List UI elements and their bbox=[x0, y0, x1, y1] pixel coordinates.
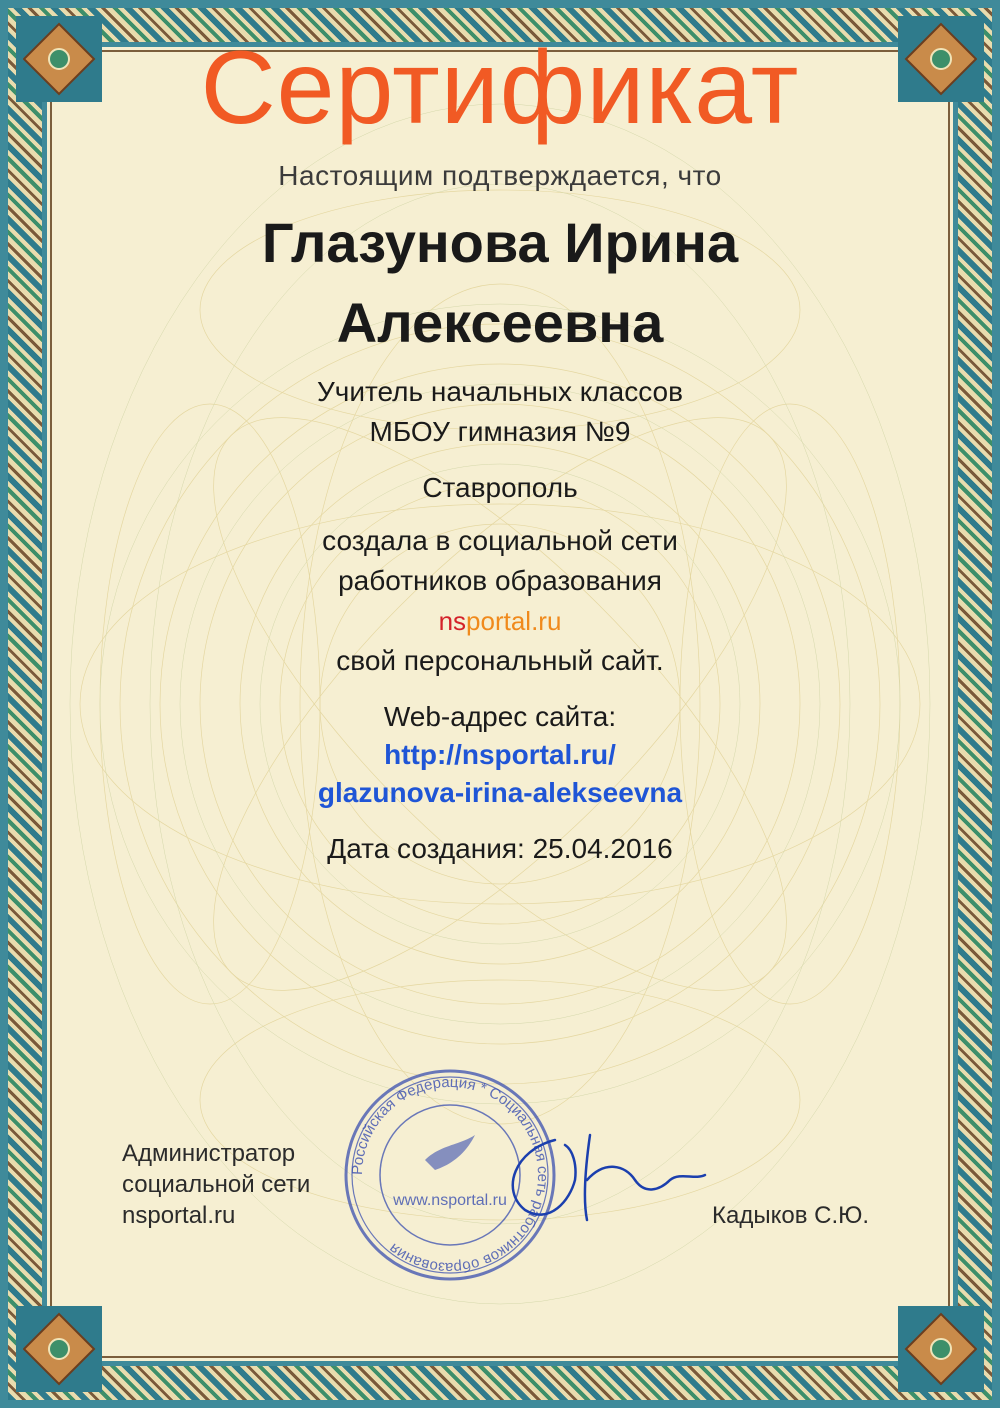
certificate-subtitle: Настоящим подтверждается, что bbox=[278, 160, 722, 191]
signature-icon bbox=[495, 1120, 715, 1230]
admin-line3: nsportal.ru bbox=[122, 1202, 236, 1229]
web-address-label: Web-адрес сайта: bbox=[383, 701, 617, 732]
brand-name bbox=[60, 603, 940, 639]
brand-portal: portal.ru bbox=[466, 606, 562, 636]
recipient-name-line2: Алексеевна bbox=[336, 291, 664, 354]
corner-ornament-icon bbox=[14, 1304, 104, 1394]
site-url-line1[interactable]: http://nsportal.ru/ bbox=[384, 739, 616, 770]
brand-ns: ns bbox=[438, 606, 467, 636]
signer-name: Кадыков С.Ю. bbox=[712, 1202, 870, 1229]
admin-line2: социальной сети bbox=[122, 1171, 311, 1198]
recipient-organization: МБОУ гимназия №9 bbox=[369, 416, 631, 447]
recipient-position: Учитель начальных классов bbox=[317, 376, 683, 407]
stamp-site: www.nsportal.ru bbox=[393, 1192, 507, 1209]
statement-line3: свой персональный сайт. bbox=[336, 645, 664, 676]
recipient-city: Ставрополь bbox=[422, 472, 578, 503]
admin-block bbox=[122, 1138, 310, 1231]
statement-line1: создала в социальной сети bbox=[322, 525, 678, 556]
stamp-ring-text: Российская Федерация * Социальная сеть работников образования bbox=[348, 1073, 552, 1277]
statement-line2: работников образования bbox=[338, 565, 662, 596]
creation-date: Дата создания: 25.04.2016 bbox=[327, 833, 673, 864]
admin-line1: Администратор bbox=[122, 1140, 296, 1167]
site-url-line2[interactable]: glazunova-irina-alekseevna bbox=[317, 777, 683, 808]
recipient-name-line1: Глазунова Ирина bbox=[261, 211, 739, 274]
certificate-title: Сертификат bbox=[200, 30, 800, 146]
corner-ornament-icon bbox=[896, 1304, 986, 1394]
